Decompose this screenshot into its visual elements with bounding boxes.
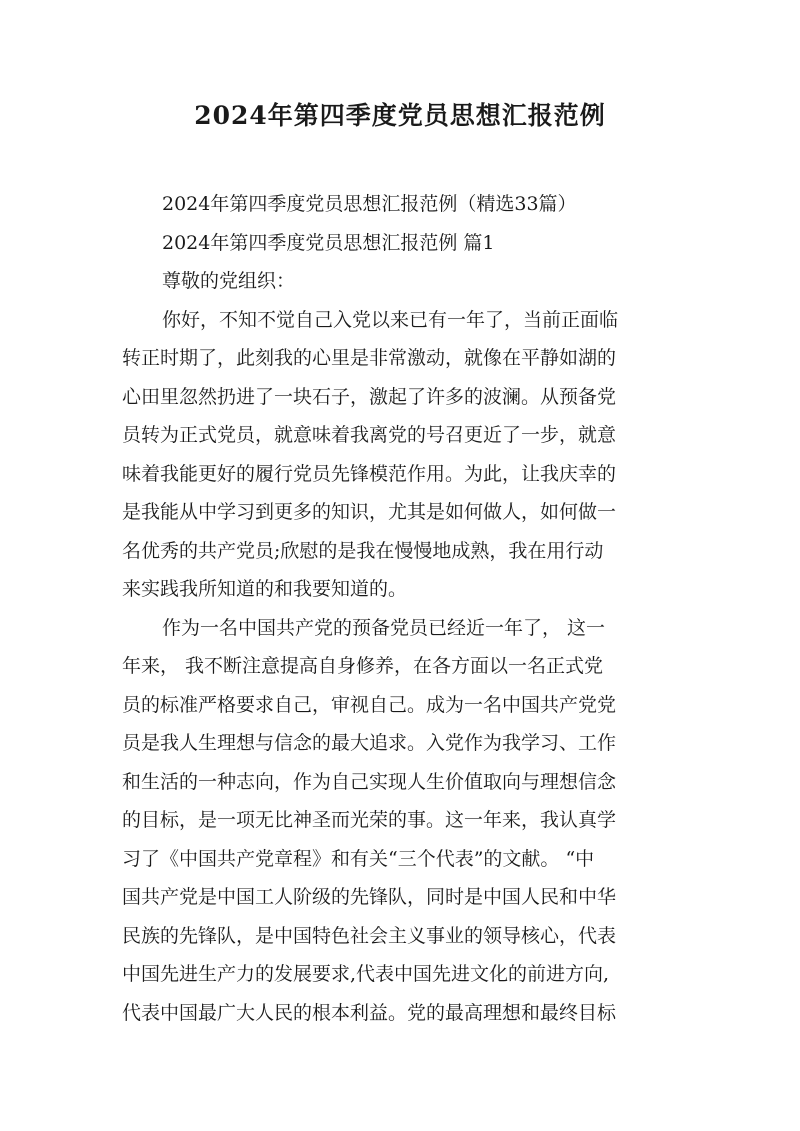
paragraph-line: 民族的先锋队，是中国特色社会主义事业的领导核心，代表 bbox=[122, 924, 617, 947]
paragraph-line: 员是我人生理想与信念的最大追求。入党作为我学习、工作 bbox=[122, 732, 617, 754]
paragraph-line: 心田里忽然扔进了一块石子，激起了许多的波澜。从预备党 bbox=[122, 385, 617, 408]
paragraph-line: 代表中国最广大人民的根本利益。党的最高理想和最终目标 bbox=[122, 1001, 617, 1024]
paragraph-line: 国共产党是中国工人阶级的先锋队，同时是中国人民和中华 bbox=[122, 886, 617, 908]
paragraph-line: 习了《中国共产党章程》和有关“三个代表”的文献。 “中 bbox=[122, 847, 595, 870]
document-title: 2024年第四季度党员思想汇报范例 bbox=[194, 101, 606, 130]
paragraph-line: 转正时期了，此刻我的心里是非常激动，就像在平静如湖的 bbox=[122, 347, 617, 369]
paragraph-line: 年来， 我不断注意提高自身修养，在各方面以一名正式党 bbox=[122, 655, 604, 677]
paragraph-line: 作为一名中国共产党的预备党员已经近一年了， 这一 bbox=[162, 616, 606, 639]
paragraph-line: 名优秀的共产党员;欣慰的是我在慢慢地成熟，我在用行动 bbox=[122, 539, 604, 562]
paragraph-line: 的目标，是一项无比神圣而光荣的事。这一年来，我认真学 bbox=[122, 809, 617, 831]
paragraph-line: 来实践我所知道的和我要知道的。 bbox=[122, 578, 408, 600]
paragraph-line: 员转为正式党员，就意味着我离党的号召更近了一步，就意 bbox=[122, 424, 617, 446]
document-body bbox=[122, 185, 682, 1032]
salutation: 尊敬的党组织： bbox=[162, 270, 296, 292]
section-heading: 2024年第四季度党员思想汇报范例 篇1 bbox=[162, 231, 495, 254]
paragraph-line: 是我能从中学习到更多的知识，尤其是如何做人，如何做一 bbox=[122, 501, 617, 523]
paragraph-line: 员的标准严格要求自己，审视自己。成为一名中国共产党党 bbox=[122, 693, 617, 716]
paragraph-line: 和生活的一种志向，作为自己实现人生价值取向与理想信念 bbox=[122, 770, 617, 793]
paragraph-line: 味着我能更好的履行党员先锋模范作用。为此，让我庆幸的 bbox=[122, 462, 617, 485]
subtitle-line: 2024年第四季度党员思想汇报范例（精选33篇） bbox=[162, 193, 577, 215]
paragraph-line: 你好，不知不觉自己入党以来已有一年了，当前正面临 bbox=[162, 308, 619, 331]
paragraph-line: 中国先进生产力的发展要求,代表中国先进文化的前进方向, bbox=[122, 963, 610, 985]
